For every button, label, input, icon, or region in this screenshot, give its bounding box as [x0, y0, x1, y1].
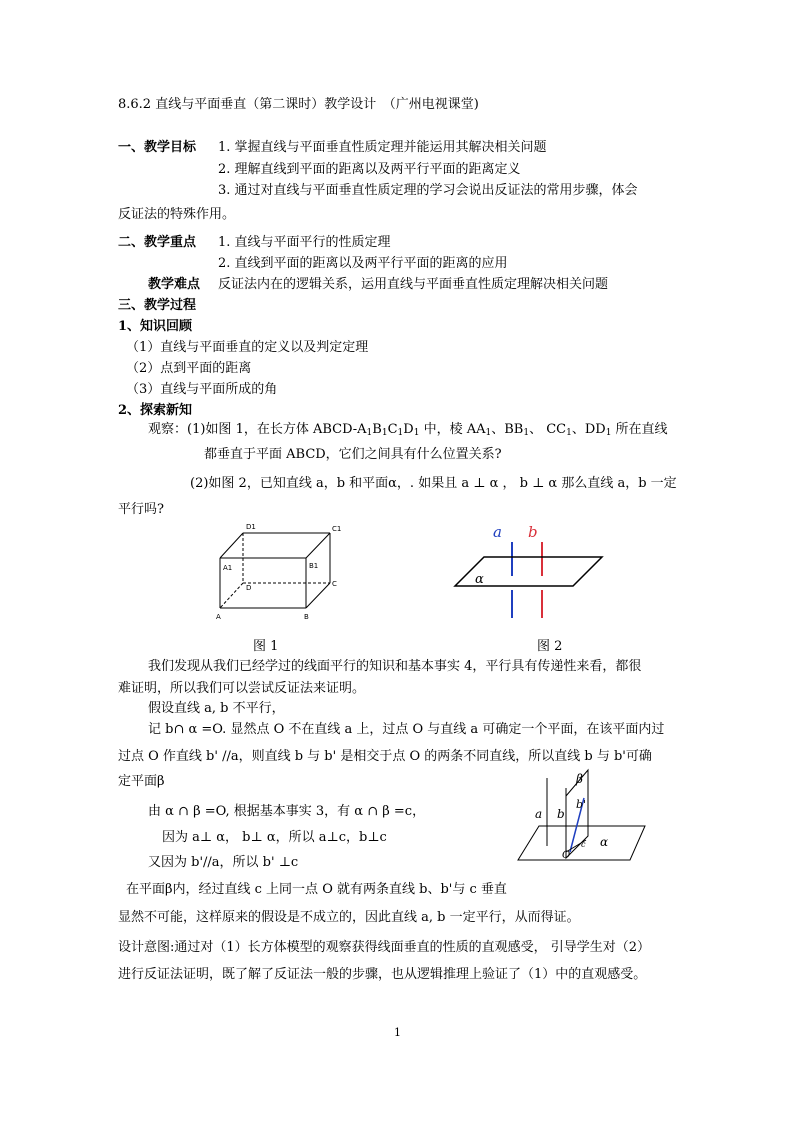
- objective-1: 1. 掌握直线与平面垂直性质定理并能运用其解决相关问题: [218, 140, 547, 155]
- objective-3-cont: 反证法的特殊作用。: [118, 207, 236, 222]
- section-process-heading: 三、教学过程: [118, 298, 197, 313]
- label-beta: β: [576, 772, 583, 786]
- proof-step-3: 又因为 b'//a，所以 b' ⊥c: [148, 855, 299, 870]
- page-number: 1: [394, 1026, 401, 1039]
- proof-step-2: 因为 a⊥ α， b⊥ α，所以 a⊥c，b⊥c: [162, 830, 387, 845]
- conclusion: 显然不可能，这样原来的假设是不成立的，因此直线 a, b 一定平行，从而得证。: [118, 910, 580, 925]
- figure-1-cuboid: [210, 520, 350, 624]
- figure-2-lines-plane: [450, 520, 610, 620]
- section-keypoints-heading: 二、教学重点: [118, 235, 197, 250]
- label-alpha-3: α: [600, 835, 609, 849]
- design-intent: 设计意图:通过对（1）长方体模型的观察获得线面垂直的性质的直观感受， 引导学生对（2）: [118, 940, 651, 955]
- observe-label: 观察：: [148, 422, 188, 437]
- objective-3: 3. 通过对直线与平面垂直性质定理的学习会说出反证法的常用步骤，体会: [218, 183, 638, 198]
- design-intent-cont: 进行反证法证明，既了解了反证法一般的步骤，也从逻辑推理上验证了（1）中的直观感受。: [118, 967, 647, 982]
- label-A: A: [216, 613, 221, 621]
- label-A1: A1: [223, 564, 233, 572]
- label-a: a: [493, 523, 502, 541]
- label-B: B: [304, 613, 309, 621]
- objective-2: 2. 理解直线到平面的距离以及两平行平面的距离定义: [218, 162, 521, 177]
- section-objectives-heading: 一、教学目标: [118, 140, 197, 155]
- label-alpha: α: [475, 572, 484, 587]
- label-D1: D1: [246, 523, 256, 531]
- figure-3-proof-diagram: [510, 768, 650, 866]
- review-heading: 1、知识回顾: [118, 319, 193, 334]
- paragraph-1: 我们发现从我们已经学过的线面平行的知识和基本事实 4，平行具有传递性来看，都很: [148, 659, 642, 674]
- review-item-2: （2）点到平面的距离: [126, 361, 252, 376]
- label-B1: B1: [309, 562, 319, 570]
- keypoint-2: 2. 直线到平面的距离以及两平行平面的距离的应用: [218, 256, 508, 271]
- keypoint-1: 1. 直线与平面平行的性质定理: [218, 235, 391, 250]
- paragraph-3-end: 定平面β: [118, 774, 165, 789]
- difficulty-label: 教学难点: [148, 277, 201, 292]
- assumption: 假设直线 a, b 不平行，: [148, 701, 285, 716]
- paragraph-1-cont: 难证明，所以我们可以尝试反证法来证明。: [118, 681, 366, 696]
- review-item-3: （3）直线与平面所成的角: [126, 382, 278, 397]
- paragraph-3: 记 b∩ α =O. 显然点 O 不在直线 a 上，过点 O 与直线 a 可确定一个平面，在该平面内过: [148, 722, 665, 737]
- figure-2-caption: 图 2: [537, 639, 563, 654]
- label-C: C: [332, 580, 337, 588]
- difficulty-text: 反证法内在的逻辑关系，运用直线与平面垂直性质定理解决相关问题: [218, 277, 609, 292]
- label-D: D: [246, 584, 252, 592]
- observe-question-1: 观察：(1)如图 1，在长方体 ABCD-$A_1B_1C_1D_1$ 中，棱 $AA_1$、$BB_1$、 $CC_1$、$DD_1$ 所在直线: [148, 422, 668, 438]
- label-C1: C1: [332, 525, 342, 533]
- observe-question-2-cont: 平行吗?: [118, 502, 164, 517]
- label-b: b: [528, 523, 538, 541]
- proof-step-4: 在平面β内，经过直线 c 上同一点 O 就有两条直线 b、b'与 c 垂直: [126, 882, 507, 897]
- label-b-3: b: [557, 807, 565, 821]
- figure-1-caption: 图 1: [253, 639, 279, 654]
- label-b-prime: b': [576, 798, 587, 811]
- paragraph-3-cont: 过点 O 作直线 b' //a，则直线 b 与 b' 是相交于点 O 的两条不同直线，所以直线 b 与 b'可确: [118, 749, 652, 764]
- review-item-1: （1）直线与平面垂直的定义以及判定定理: [126, 340, 369, 355]
- label-O: O: [562, 850, 571, 861]
- doc-title: 8.6.2 直线与平面垂直（第二课时）教学设计 （广州电视课堂): [118, 97, 479, 112]
- label-c: c: [581, 840, 586, 849]
- observe-question-2: (2)如图 2，已知直线 a，b 和平面α，. 如果且 a ⊥ α ， b ⊥ α 那么直线 a，b 一定: [190, 476, 677, 491]
- label-a-3: a: [535, 807, 543, 821]
- observe-question-1-cont: 都垂直于平面 ABCD，它们之间具有什么位置关系?: [204, 447, 502, 462]
- proof-step-1: 由 α ∩ β =O, 根据基本事实 3，有 α ∩ β =c，: [148, 804, 426, 819]
- explore-heading: 2、探索新知: [118, 403, 193, 418]
